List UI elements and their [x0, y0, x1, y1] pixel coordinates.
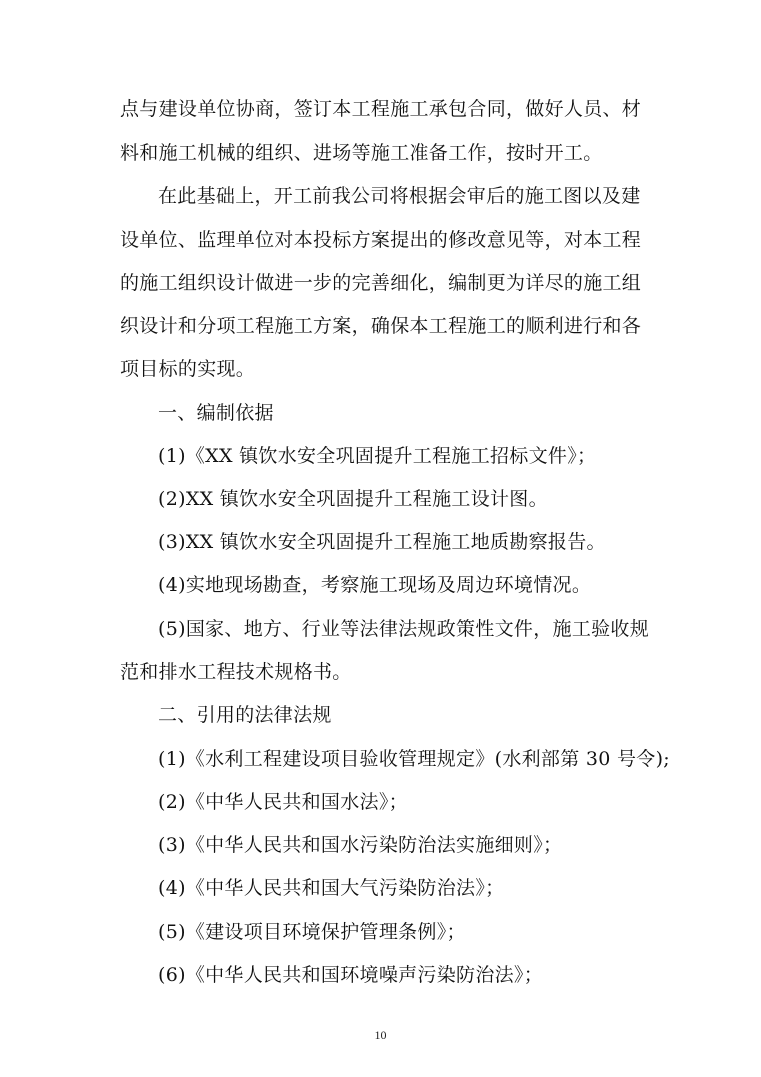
- section-heading: 一、编制依据: [158, 402, 274, 424]
- list-item: (5)国家、地方、行业等法律法规政策性文件，施工验收规: [158, 618, 650, 640]
- list-item: (1)《水利工程建设项目验收管理规定》(水利部第 30 号令);: [158, 748, 670, 770]
- page-number: 10: [374, 1028, 387, 1042]
- list-item: (2)XX 镇饮水安全巩固提升工程施工设计图。: [158, 488, 548, 510]
- list-item-continuation: 范和排水工程技术规格书。: [120, 661, 352, 683]
- paragraph-line: 织设计和分项工程施工方案，确保本工程施工的顺利进行和各: [120, 315, 642, 337]
- section-heading: 二、引用的法律法规: [158, 704, 332, 726]
- paragraph-line: 项目标的实现。: [120, 358, 256, 380]
- paragraph-line: 设单位、监理单位对本投标方案提出的修改意见等，对本工程: [120, 229, 642, 251]
- list-item: (4)《中华人民共和国大气污染防治法》；: [158, 877, 505, 899]
- list-item: (2)《中华人民共和国水法》；: [158, 791, 408, 813]
- list-item: (6)《中华人民共和国环境噪声污染防治法》；: [158, 964, 544, 986]
- list-item: (5)《建设项目环境保护管理条例》；: [158, 921, 466, 943]
- paragraph-line: 的施工组织设计做进一步的完善细化，编制更为详尽的施工组: [120, 272, 642, 294]
- paragraph-line: 料和施工机械的组织、进场等施工准备工作，按时开工。: [120, 142, 603, 164]
- list-item: (3)《中华人民共和国水污染防治法实施细则》；: [158, 834, 563, 856]
- list-item: (1)《XX 镇饮水安全巩固提升工程施工招标文件》；: [158, 445, 597, 467]
- list-item: (4)实地现场勘查，考察施工现场及周边环境情况。: [158, 574, 592, 596]
- list-item: (3)XX 镇饮水安全巩固提升工程施工地质勘察报告。: [158, 531, 606, 553]
- paragraph-line: 在此基础上，开工前我公司将根据会审后的施工图以及建: [158, 185, 641, 207]
- paragraph-line: 点与建设单位协商，签订本工程施工承包合同，做好人员、材: [120, 98, 642, 120]
